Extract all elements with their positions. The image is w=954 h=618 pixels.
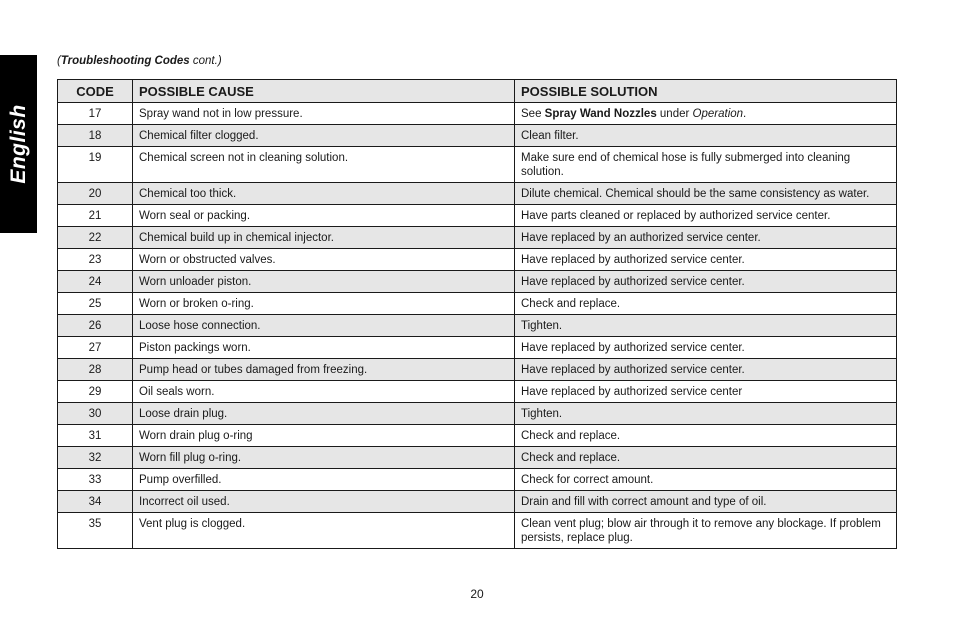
header-possible-solution: POSSIBLE SOLUTION [515,80,897,103]
row-code: 25 [58,293,133,315]
row-possible-cause: Vent plug is clogged. [133,513,515,549]
row-possible-solution: Check and replace. [515,425,897,447]
row-possible-solution: Tighten. [515,315,897,337]
table-row [58,205,897,227]
row-possible-cause: Spray wand not in low pressure. [133,103,515,125]
row-possible-cause: Oil seals worn. [133,381,515,403]
solution-text-mid: under [656,108,693,120]
table-row [58,425,897,447]
header-code: CODE [58,80,133,103]
row-possible-cause: Chemical build up in chemical injector. [133,227,515,249]
side-tab-label: English [6,104,30,184]
row-possible-cause: Chemical filter clogged. [133,125,515,147]
row-possible-solution: Have replaced by authorized service center. [515,271,897,293]
row-possible-solution: Check for correct amount. [515,469,897,491]
row-code: 17 [58,103,133,125]
row-possible-solution [515,103,897,125]
table-row [58,315,897,337]
row-code: 35 [58,513,133,549]
row-possible-solution: Have replaced by authorized service center. [515,337,897,359]
table-caption [57,55,222,67]
row-code: 33 [58,469,133,491]
row-code: 19 [58,147,133,183]
row-code: 28 [58,359,133,381]
row-possible-solution: Have parts cleaned or replaced by authorized service center. [515,205,897,227]
solution-text-bold: Spray Wand Nozzles [544,108,657,120]
row-possible-solution: Clean filter. [515,125,897,147]
row-possible-cause: Pump overfilled. [133,469,515,491]
header-possible-cause: POSSIBLE CAUSE [133,80,515,103]
table-header-row [58,80,897,103]
row-possible-cause: Worn drain plug o-ring [133,425,515,447]
troubleshooting-codes-table [57,79,897,549]
row-code: 18 [58,125,133,147]
row-possible-solution: Tighten. [515,403,897,425]
table-row [58,183,897,205]
row-possible-solution: Check and replace. [515,293,897,315]
table-row [58,337,897,359]
caption-bold-title: Troubleshooting Codes [60,55,190,67]
table-row [58,227,897,249]
row-possible-cause: Pump head or tubes damaged from freezing. [133,359,515,381]
row-code: 23 [58,249,133,271]
row-possible-solution: Dilute chemical. Chemical should be the same consistency as water. [515,183,897,205]
row-possible-cause: Incorrect oil used. [133,491,515,513]
table-row [58,271,897,293]
row-code: 34 [58,491,133,513]
row-code: 32 [58,447,133,469]
row-code: 26 [58,315,133,337]
solution-text-italic: Operation [692,108,744,120]
row-possible-cause: Piston packings worn. [133,337,515,359]
row-possible-solution: Drain and fill with correct amount and type of oil. [515,491,897,513]
table-row [58,359,897,381]
table-row [58,447,897,469]
table-body [58,103,897,549]
row-code: 21 [58,205,133,227]
caption-open-paren: ( [57,55,61,67]
row-possible-cause: Worn or broken o-ring. [133,293,515,315]
row-possible-cause: Loose drain plug. [133,403,515,425]
row-possible-cause: Chemical screen not in cleaning solution. [133,147,515,183]
row-possible-cause: Chemical too thick. [133,183,515,205]
row-possible-solution: Check and replace. [515,447,897,469]
row-possible-solution: Have replaced by authorized service center. [515,359,897,381]
row-possible-solution: Make sure end of chemical hose is fully submerged into cleaning solution. [515,147,897,183]
solution-text-post: . [743,108,747,120]
table-row [58,103,897,125]
table-row [58,381,897,403]
table-row [58,147,897,183]
page-number: 20 [470,587,484,601]
row-code: 20 [58,183,133,205]
row-possible-cause: Worn fill plug o-ring. [133,447,515,469]
row-possible-cause: Worn or obstructed valves. [133,249,515,271]
table-row [58,469,897,491]
row-possible-cause: Worn unloader piston. [133,271,515,293]
table-row [58,125,897,147]
row-code: 31 [58,425,133,447]
row-code: 30 [58,403,133,425]
table-row [58,249,897,271]
caption-rest: cont.) [189,55,222,67]
row-code: 27 [58,337,133,359]
row-code: 29 [58,381,133,403]
row-possible-solution: Clean vent plug; blow air through it to remove any blockage. If problem persists, replace plug. [515,513,897,549]
row-possible-solution: Have replaced by authorized service center [515,381,897,403]
row-possible-solution: Have replaced by an authorized service center. [515,227,897,249]
solution-text-pre: See [521,108,545,120]
row-possible-solution: Have replaced by authorized service center. [515,249,897,271]
table-row [58,403,897,425]
table-row [58,513,897,549]
table-row [58,293,897,315]
language-side-tab [0,55,37,233]
row-code: 24 [58,271,133,293]
row-possible-cause: Worn seal or packing. [133,205,515,227]
table-row [58,491,897,513]
row-code: 22 [58,227,133,249]
row-possible-cause: Loose hose connection. [133,315,515,337]
